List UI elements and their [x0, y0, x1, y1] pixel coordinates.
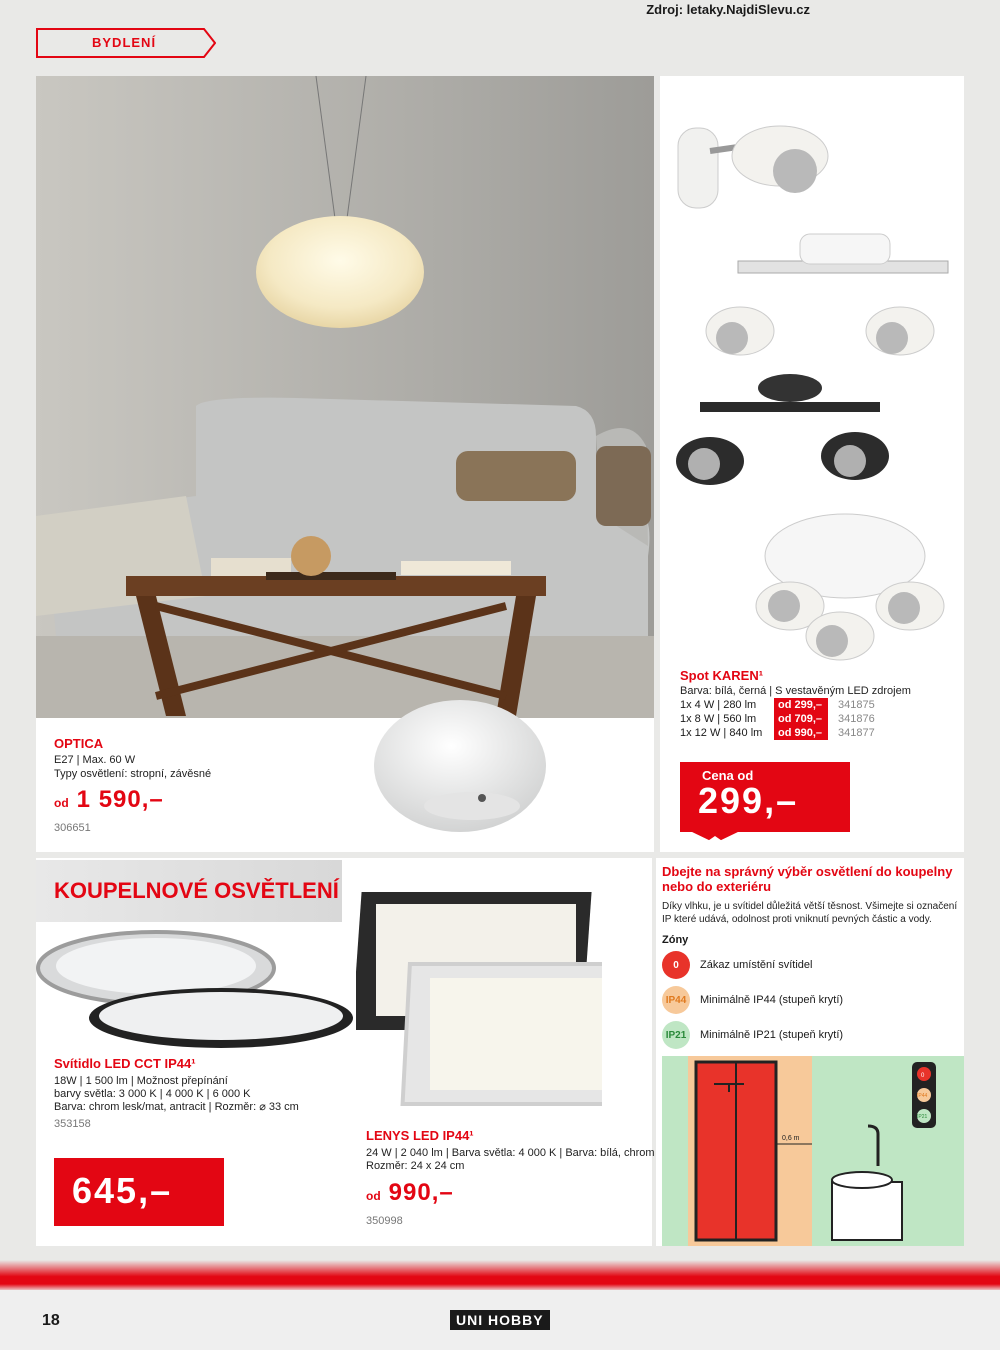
karen-variant-price: od 990,–	[774, 726, 828, 740]
karen-price-box	[680, 762, 850, 832]
karen-variant-label: 1x 8 W | 560 lm	[680, 713, 757, 725]
cct-spec-2: barvy světla: 3 000 K | 4 000 K | 6 000 K	[54, 1088, 251, 1100]
karen-spec: Barva: bílá, černá | S vestavěným LED zdrojem	[680, 685, 911, 697]
karen-variant-price: od 299,–	[774, 698, 828, 712]
optica-price-prefix: od	[54, 796, 69, 810]
karen-variant-label: 1x 12 W | 840 lm	[680, 727, 763, 739]
optica-product	[36, 718, 654, 852]
section-tag	[36, 28, 216, 58]
bathroom-heading: KOUPELNOVÉ OSVĚTLENÍ	[54, 878, 339, 903]
cct-spec-3: Barva: chrom lesk/mat, antracit | Rozměr: ⌀ 33 cm	[54, 1101, 299, 1113]
zone-item	[662, 985, 843, 1015]
karen-variants-table	[680, 698, 875, 740]
cct-code: 353158	[54, 1118, 91, 1130]
lenys-name: LENYS LED IP44¹	[366, 1128, 474, 1143]
lenys-square-lamps-icon	[356, 886, 602, 1106]
zone-item	[662, 1020, 843, 1050]
zone-badge: 0	[662, 951, 690, 979]
zone-label: Zákaz umístění svítidel	[700, 959, 813, 971]
info-title: Dbejte na správný výběr osvětlení do koupelny nebo do exteriéru	[662, 864, 953, 894]
page-number: 18	[42, 1312, 60, 1329]
lenys-price	[366, 1179, 655, 1207]
karen-variant-code: 341876	[838, 713, 875, 725]
cct-round-lamps-icon	[36, 918, 366, 1048]
lenys-product	[366, 1128, 655, 1227]
cct-name: Svítidlo LED CCT IP44¹	[54, 1056, 196, 1071]
signal-0: 0	[921, 1073, 925, 1079]
optica-spec-1: E27 | Max. 60 W	[54, 754, 136, 766]
optica-price	[54, 786, 164, 814]
brand-logo: UNI HOBBY	[450, 1310, 550, 1330]
karen-variant-price: od 709,–	[774, 712, 828, 726]
karen-variant-row	[680, 698, 875, 712]
zone-item	[662, 950, 843, 980]
optica-name: OPTICA	[54, 736, 104, 751]
optica-code: 306651	[54, 822, 91, 834]
lenys-price-value: 990,–	[388, 1179, 454, 1206]
optica-spec-2: Typy osvětlení: stropní, závěsné	[54, 768, 212, 780]
zone-badge: IP21	[662, 1021, 690, 1049]
zone-badge: IP44	[662, 986, 690, 1014]
lenys-code: 350998	[366, 1215, 403, 1227]
zones-label: Zóny	[662, 934, 689, 946]
karen-product	[660, 76, 964, 852]
karen-variant-code: 341877	[838, 727, 875, 739]
zone-label: Minimálně IP44 (stupeň krytí)	[700, 994, 844, 1006]
distance-label: 0,6 m	[782, 1135, 800, 1142]
zones-list	[662, 950, 843, 1055]
info-body: Díky vlhku, je u svítidel důležitá větší těsnost. Všimejte si označení IP které udává, odolnost proti vniknutí pevných částic a vody.	[662, 901, 958, 925]
zone-label: Minimálně IP21 (stupeň krytí)	[700, 1029, 844, 1041]
karen-variant-row	[680, 712, 875, 726]
bathroom-heading-banner	[36, 860, 342, 922]
optica-ceiling-lamp-icon	[372, 688, 548, 838]
karen-name: Spot KAREN¹	[680, 668, 764, 683]
karen-spot-lamps-icon	[660, 76, 964, 666]
cct-price-value: 645,–	[72, 1170, 173, 1211]
sink-cabinet-icon	[832, 1182, 902, 1240]
source-credit: Zdroj: letaky.NajdiSlevu.cz	[646, 2, 810, 17]
cct-price-box	[54, 1158, 224, 1226]
karen-variant-code: 341875	[838, 699, 875, 711]
signal-ip44: IP44	[917, 1093, 928, 1099]
karen-variant-row	[680, 726, 875, 740]
ip-info-panel	[656, 858, 964, 1246]
price-notch-icon	[690, 831, 740, 845]
optica-price-value: 1 590,–	[76, 786, 164, 813]
karen-price-value: 299,–	[698, 780, 799, 821]
karen-variant-label: 1x 4 W | 280 lm	[680, 699, 757, 711]
lenys-price-prefix: od	[366, 1189, 381, 1203]
signal-ip21: IP21	[917, 1114, 928, 1120]
lenys-spec-2: Rozměr: 24 x 24 cm	[366, 1160, 465, 1172]
pendant-lamp-icon	[256, 216, 424, 328]
footer-red-stripe	[0, 1260, 1000, 1290]
bathroom-zones-diagram	[662, 1056, 964, 1246]
cct-product	[54, 1056, 299, 1130]
cct-spec-1: 18W | 1 500 lm | Možnost přepínání	[54, 1075, 228, 1087]
karen-price-label: Cena od	[702, 768, 754, 783]
lenys-spec-1: 24 W | 2 040 lm | Barva světla: 4 000 K | Barva: bílá, chrom	[366, 1147, 655, 1159]
section-tag-label: BYDLENÍ	[92, 35, 157, 50]
living-room-photo	[36, 76, 654, 718]
